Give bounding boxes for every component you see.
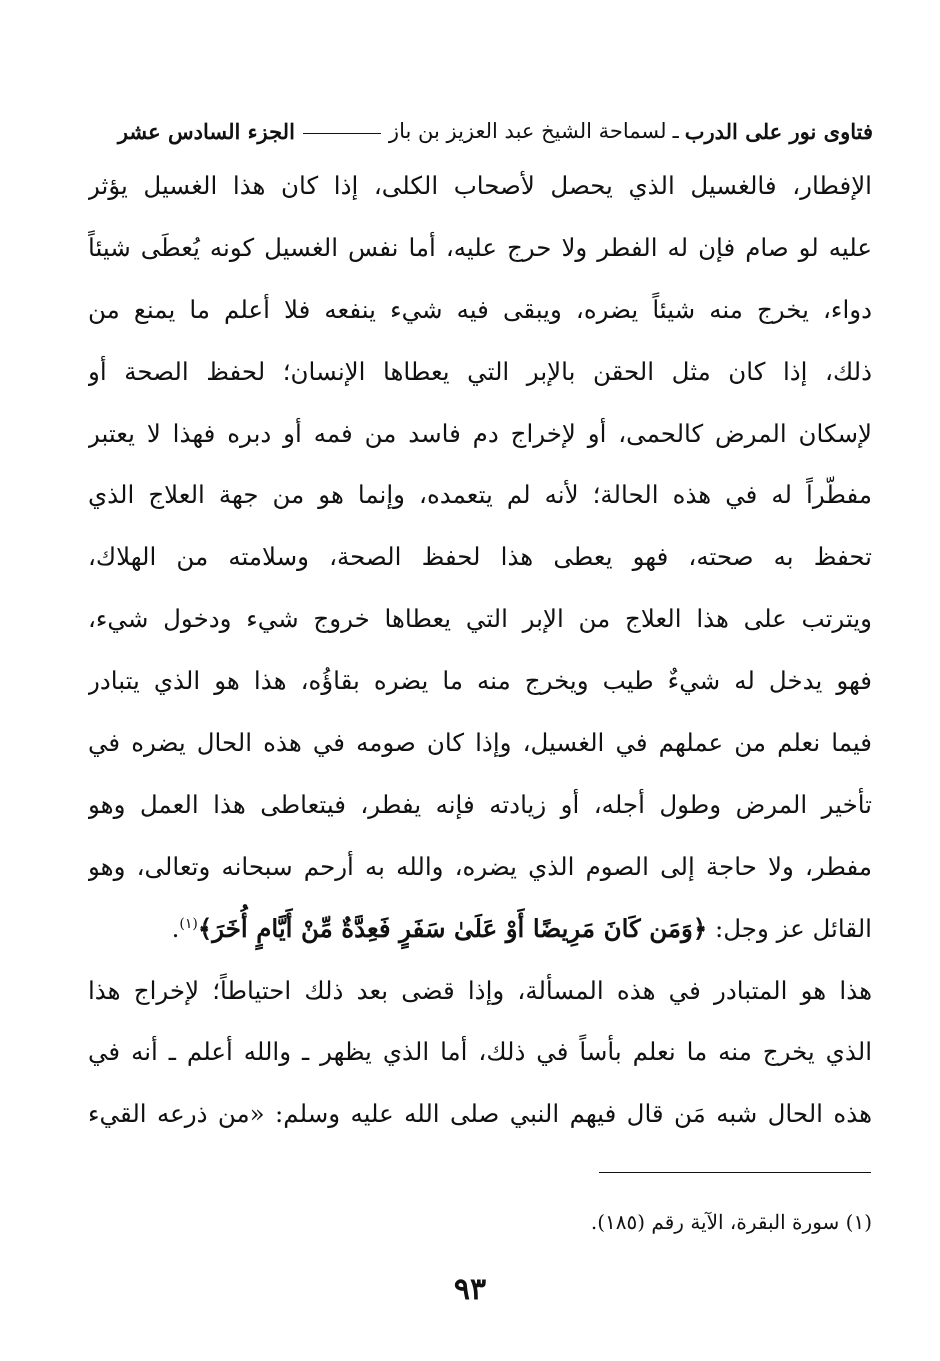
page-number: ٩٣ bbox=[453, 1272, 487, 1307]
quran-prefix: القائل عز وجل: bbox=[707, 913, 872, 943]
author-name: لسماحة الشيخ عبد العزيز بن باز bbox=[388, 119, 667, 143]
quran-verse: ﴿وَمَن كَانَ مَرِيضًا أَوْ عَلَىٰ سَفَرٍ فَعِدَّةٌ مِّنْ أَيَّامٍ أُخَرَ﴾ bbox=[197, 913, 708, 943]
text-line: ويترتب على هذا العلاج من الإبر التي يعطاها خروج شيء ودخول شيء، bbox=[88, 604, 872, 634]
body-text bbox=[88, 155, 872, 1145]
footnote-divider bbox=[599, 1172, 871, 1173]
header-rule bbox=[303, 133, 381, 134]
book-title: فتاوى نور على الدرب bbox=[684, 118, 873, 144]
quran-suffix: . bbox=[171, 913, 180, 943]
text-line: الذي يخرج منه ما نعلم بأساً في ذلك، أما الذي يظهر ـ والله أعلم ـ أنه في bbox=[88, 1037, 872, 1067]
text-line: فيما نعلم من عملهم في الغسيل، وإذا كان صومه في هذه الحال يضره في bbox=[88, 728, 872, 758]
text-line: هذه الحال شبه مَن قال فيهم النبي صلى الله عليه وسلم: «من ذرعه القيء bbox=[88, 1099, 872, 1129]
footnote-reference[interactable]: (١) bbox=[179, 915, 198, 932]
text-line: عليه لو صام فإن له الفطر ولا حرج عليه، أما نفس الغسيل كونه يُعطَى شيئاً bbox=[88, 232, 872, 262]
text-line: هذا هو المتبادر في هذه المسألة، وإذا قضى بعد ذلك احتياطاً؛ لإخراج هذا bbox=[88, 975, 872, 1005]
text-line: فهو يدخل له شيءٌ طيب ويخرج منه ما يضره بقاؤُه، هذا هو الذي يتبادر bbox=[88, 666, 872, 696]
footnote: (١) سورة البقرة، الآية رقم (١٨٥). bbox=[590, 1210, 872, 1234]
text-line: مفطر، ولا حاجة إلى الصوم الذي يضره، والله به أرحم سبحانه وتعالى، وهو bbox=[88, 851, 872, 881]
text-line: تحفظ به صحته، فهو يعطى هذا لحفظ الصحة، وسلامته من الهلاك، bbox=[88, 542, 872, 572]
text-line: ذلك، إذا كان مثل الحقن بالإبر التي يعطاها الإنسان؛ لحفظ الصحة أو bbox=[88, 356, 872, 386]
volume-label: الجزء السادس عشر bbox=[117, 118, 295, 144]
quran-citation-line bbox=[88, 898, 872, 960]
header-separator: ـ bbox=[672, 119, 679, 143]
running-header bbox=[85, 108, 873, 154]
text-line: الإفطار، فالغسيل الذي يحصل لأصحاب الكلى، إذا كان هذا الغسيل يؤثر bbox=[88, 171, 872, 200]
text-line: دواء، يخرج منه شيئاً يضره، ويبقى فيه شيء ينفعه فلا أعلم ما يمنع من bbox=[88, 294, 872, 324]
text-line: لإسكان المرض كالحمى، أو لإخراج دم فاسد من فمه أو دبره فهذا لا يعتبر bbox=[88, 418, 872, 448]
text-line: تأخير المرض وطول أجله، أو زيادته فإنه يفطر، فيتعاطى هذا العمل وهو bbox=[88, 789, 872, 819]
text-line: مفطّراً له في هذه الحالة؛ لأنه لم يتعمده، وإنما هو من جهة العلاج الذي bbox=[88, 480, 872, 510]
